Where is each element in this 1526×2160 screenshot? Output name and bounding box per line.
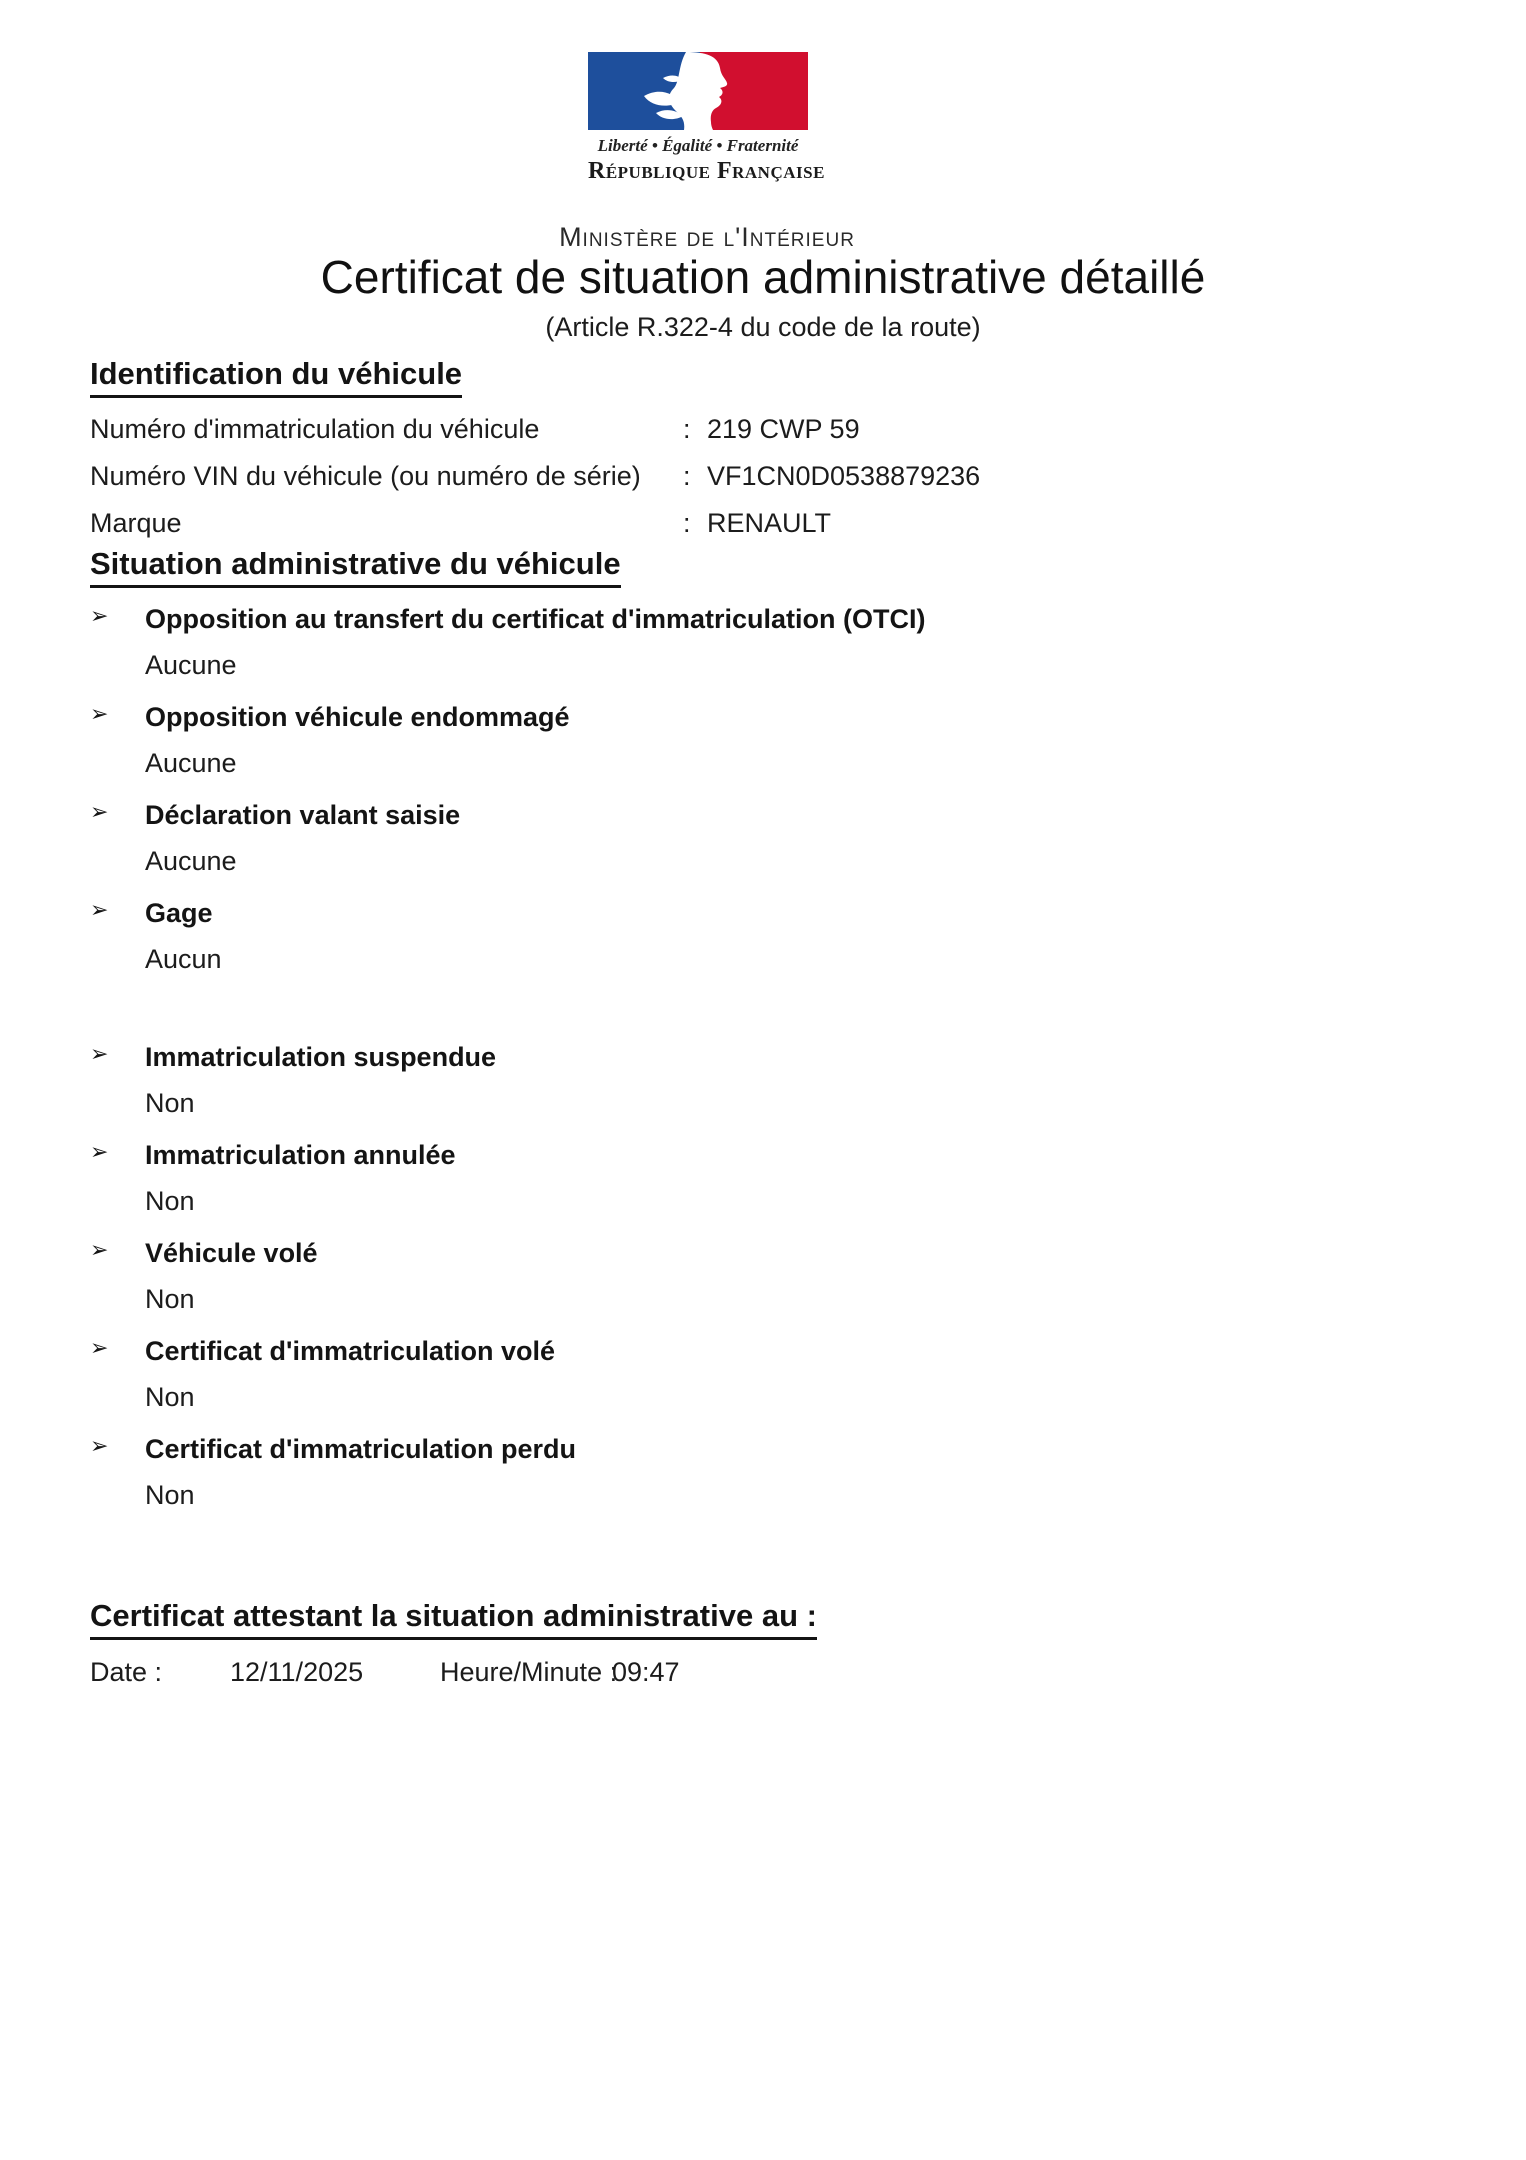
situation-item-value: Aucune bbox=[145, 748, 237, 778]
identification-separator: : bbox=[683, 508, 691, 538]
situation-item-label: Certificat d'immatriculation perdu bbox=[145, 1434, 576, 1464]
date-value: 12/11/2025 bbox=[230, 1657, 364, 1687]
situation-item bbox=[90, 1335, 1436, 1413]
situation-item bbox=[90, 897, 1436, 975]
situation-item-head bbox=[90, 799, 1436, 831]
situation-item bbox=[90, 1237, 1436, 1315]
marianne-flag-icon bbox=[588, 52, 808, 130]
situation-item-head bbox=[90, 1139, 1436, 1171]
time-label: Heure/Minute : bbox=[440, 1657, 618, 1687]
situation-item-value: Non bbox=[145, 1088, 195, 1118]
situation-item bbox=[90, 603, 1436, 681]
arrowhead-bullet-icon: ➢ bbox=[90, 604, 109, 629]
arrowhead-bullet-icon: ➢ bbox=[90, 1140, 109, 1165]
identification-value: RENAULT bbox=[707, 508, 832, 538]
logo-motto: Liberté • Égalité • Fraternité bbox=[597, 136, 799, 155]
arrowhead-bullet-icon: ➢ bbox=[90, 1042, 109, 1067]
situation-item-label: Véhicule volé bbox=[145, 1238, 318, 1268]
identification-label: Marque bbox=[90, 508, 182, 538]
situation-item bbox=[90, 1139, 1436, 1217]
date-label: Date : bbox=[90, 1657, 163, 1687]
situation-item-head bbox=[90, 1335, 1436, 1367]
logo-republic-name: République Française bbox=[588, 158, 825, 184]
situation-item bbox=[90, 1041, 1436, 1119]
identification-heading: Identification du véhicule bbox=[90, 356, 462, 398]
situation-item-value: Non bbox=[145, 1382, 195, 1412]
situation-item bbox=[90, 799, 1436, 877]
situation-item-label: Opposition au transfert du certificat d'immatriculation (OTCI) bbox=[145, 604, 926, 634]
situation-item-label: Certificat d'immatriculation volé bbox=[145, 1336, 556, 1366]
identification-section bbox=[90, 356, 462, 398]
french-republic-logo bbox=[588, 52, 825, 185]
identification-label: Numéro VIN du véhicule (ou numéro de série) bbox=[90, 461, 641, 491]
arrowhead-bullet-icon: ➢ bbox=[90, 1336, 109, 1361]
identification-label: Numéro d'immatriculation du véhicule bbox=[90, 414, 540, 444]
situation-item-head bbox=[90, 1433, 1436, 1465]
attestation-section bbox=[90, 1598, 817, 1640]
arrowhead-bullet-icon: ➢ bbox=[90, 1434, 109, 1459]
situation-item-value: Aucun bbox=[145, 944, 222, 974]
situation-item-label: Déclaration valant saisie bbox=[145, 800, 461, 830]
situation-item bbox=[90, 701, 1436, 779]
situation-item-value: Non bbox=[145, 1480, 195, 1510]
identification-value: 219 CWP 59 bbox=[707, 414, 860, 444]
document-title: Certificat de situation administrative détaillé bbox=[320, 251, 1206, 303]
identification-separator: : bbox=[683, 414, 691, 444]
identification-rows bbox=[90, 413, 1436, 554]
situation-item-head bbox=[90, 603, 1436, 635]
situation-item-value: Non bbox=[145, 1284, 195, 1314]
attestation-date-row bbox=[90, 1656, 1436, 1690]
situation-section bbox=[90, 546, 621, 588]
document-subtitle: (Article R.322-4 du code de la route) bbox=[545, 312, 981, 342]
identification-separator: : bbox=[683, 461, 691, 491]
situation-item bbox=[90, 1433, 1436, 1511]
identification-row bbox=[90, 413, 1436, 460]
ministry-line: Ministère de l'Intérieur bbox=[559, 222, 855, 252]
identification-value: VF1CN0D0538879236 bbox=[707, 461, 981, 491]
situation-item-head bbox=[90, 1237, 1436, 1269]
situation-item-head bbox=[90, 897, 1436, 929]
situation-item-head bbox=[90, 701, 1436, 733]
arrowhead-bullet-icon: ➢ bbox=[90, 898, 109, 923]
situation-item-value: Aucune bbox=[145, 650, 237, 680]
situation-item-value: Non bbox=[145, 1186, 195, 1216]
attestation-heading: Certificat attestant la situation administrative au : bbox=[90, 1598, 817, 1640]
situation-item-label: Opposition véhicule endommagé bbox=[145, 702, 570, 732]
situation-item-label: Gage bbox=[145, 898, 213, 928]
situation-item-head bbox=[90, 1041, 1436, 1073]
arrowhead-bullet-icon: ➢ bbox=[90, 702, 109, 727]
arrowhead-bullet-icon: ➢ bbox=[90, 800, 109, 825]
arrowhead-bullet-icon: ➢ bbox=[90, 1238, 109, 1263]
situation-heading: Situation administrative du véhicule bbox=[90, 546, 621, 588]
time-value: 09:47 bbox=[612, 1657, 680, 1687]
identification-row bbox=[90, 460, 1436, 507]
situation-item-value: Aucune bbox=[145, 846, 237, 876]
situation-item-label: Immatriculation suspendue bbox=[145, 1042, 497, 1072]
situation-item-label: Immatriculation annulée bbox=[145, 1140, 456, 1170]
situation-list bbox=[90, 603, 1436, 1531]
